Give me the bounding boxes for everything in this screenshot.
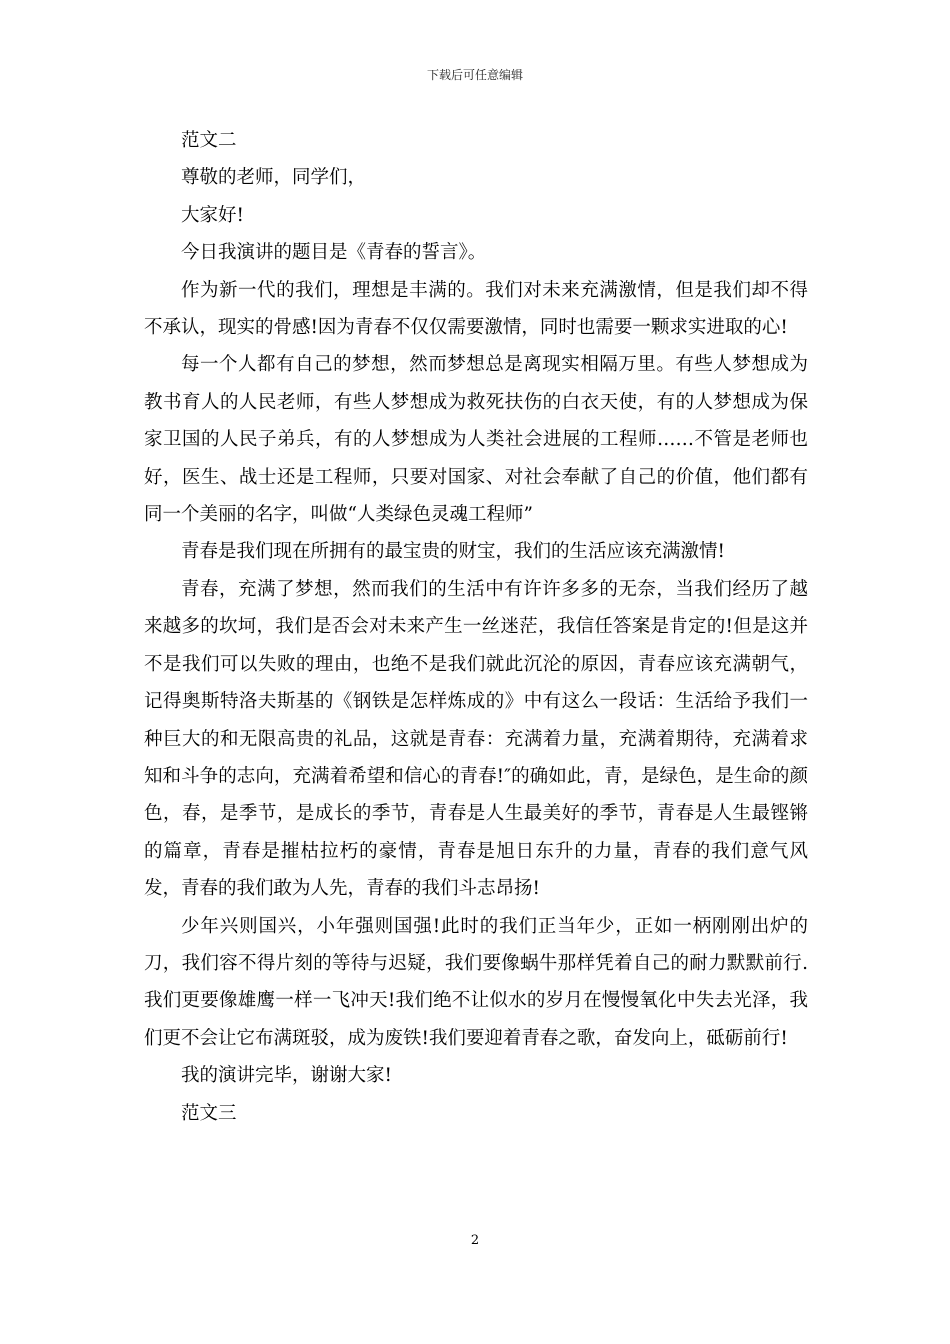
greeting: 大家好! xyxy=(181,204,244,226)
page-header: 下载后可任意编辑 xyxy=(426,68,523,82)
body-paragraph: 每一个人都有自己的梦想，然而梦想总是离现实相隔万里。有些人梦想成为教书育人的人民老师，有些人梦想成为救死扶伤的白衣天使，有的人梦想成为保家卫国的人民子弟兵，有的人梦想成为人类社会进展的工程师……不管是老师也好，医生、战士还是工程师，只要对国家、对社会奉献了自己的价值，他们都有同一个美丽的名字，叫做“人类绿色灵魂工程师” xyxy=(144,354,808,526)
salutation: 尊敬的老师，同学们， xyxy=(181,167,367,189)
body-paragraph: 作为新一代的我们，理想是丰满的。我们对未来充满激情，但是我们却不得不承认，现实的骨感!因为青春不仅仅需要激情，同时也需要一颗求实进取的心! xyxy=(144,279,808,339)
closing: 我的演讲完毕，谢谢大家! xyxy=(181,1065,392,1087)
body-paragraph: 青春，充满了梦想，然而我们的生活中有许许多多的无奈，当我们经历了越来越多的坎坷，我们是否会对未来产生一丝迷茫，我信任答案是肯定的!但是这并不是我们可以失败的理由，也绝不是我们就此沉沦的原因，青春应该充满朝气，记得奥斯特洛夫斯基的《钢铁是怎样炼成的》中有这么一段话：生活给予我们一种巨大的和无限高贵的礼品，这就是青春：充满着力量，充满着期待，充满着求知和斗争的志向，充满着希望和信心的青春!″的确如此，青，是绿色，是生命的颜色，春，是季节，是成长的季节，青春是人生最美好的季节，青春是人生最铿锵的篇章，青春是摧枯拉朽的豪情，青春是旭日东升的力量，青春的我们意气风发，青春的我们敢为人先，青春的我们斗志昂扬! xyxy=(144,578,808,900)
body-paragraph: 青春是我们现在所拥有的最宝贵的财宝，我们的生活应该充满激情! xyxy=(181,541,725,563)
body-paragraph: 少年兴则国兴，小年强则国强!此时的我们正当年少，正如一柄刚刚出炉的刀，我们容不得片刻的等待与迟疑，我们要像蜗牛那样凭着自己的耐力默默前行.我们更要像雄鹰一样一飞冲天!我们绝不让似水的岁月在慢慢氧化中失去光泽，我们更不会让它布满斑驳，成为废铁!我们要迎着青春之歌，奋发向上，砥砺前行! xyxy=(144,915,809,1049)
section-title: 范文二 xyxy=(181,130,237,151)
page-number: 2 xyxy=(470,1233,480,1248)
speech-topic: 今日我演讲的题目是《青春的誓言》。 xyxy=(181,242,487,264)
section-title: 范文三 xyxy=(181,1102,237,1124)
document-body xyxy=(144,122,808,1132)
